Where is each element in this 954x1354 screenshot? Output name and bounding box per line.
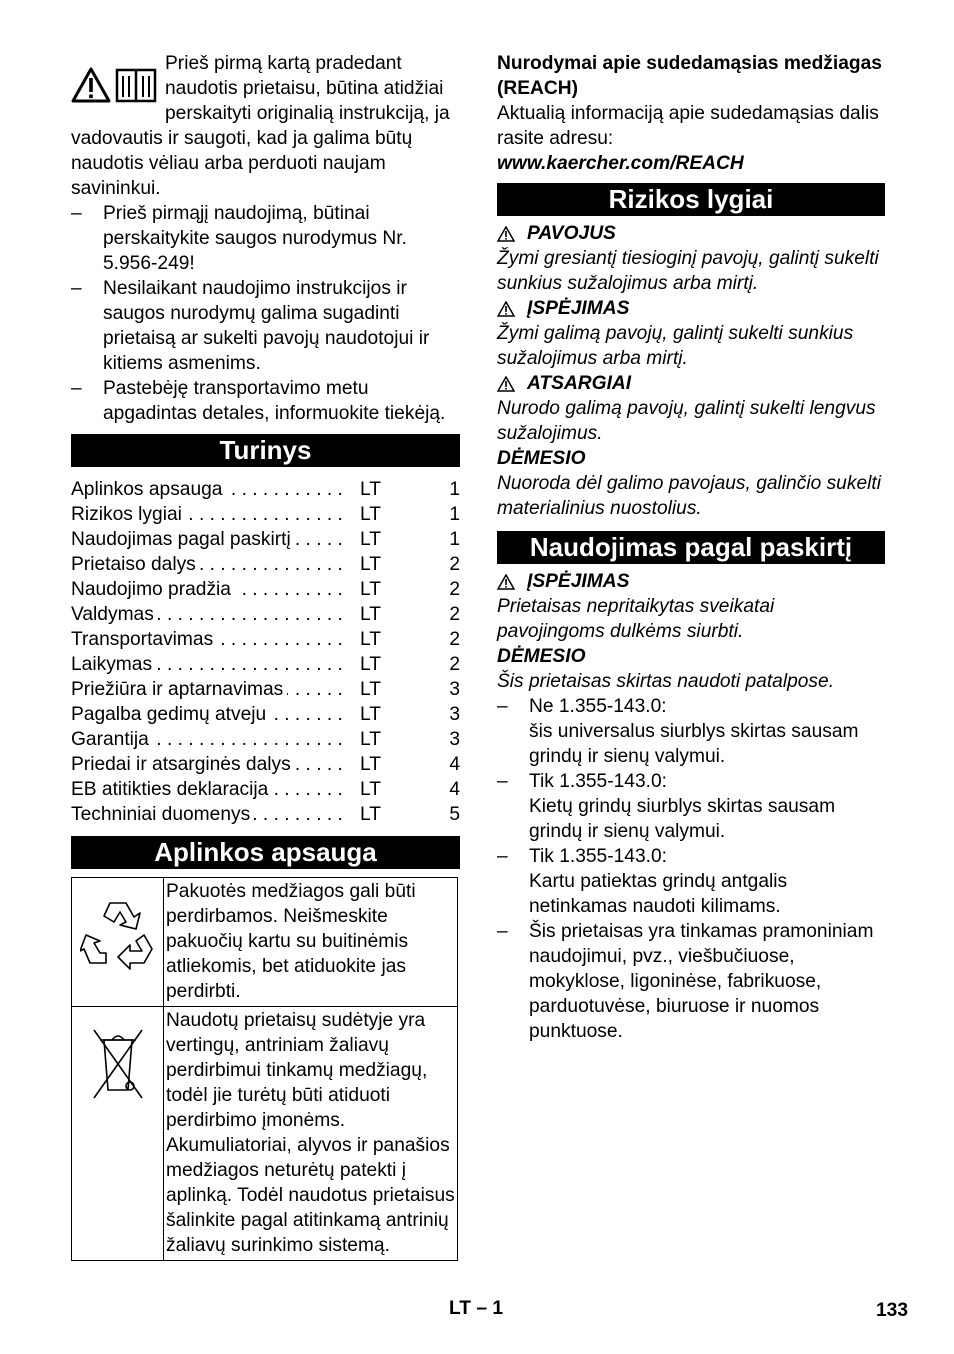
risk-item bbox=[497, 446, 885, 521]
warning-icon bbox=[497, 226, 515, 242]
toc-row[interactable]: Techniniai duomenys . . . LT 5 bbox=[71, 802, 460, 827]
recycle-icon bbox=[80, 895, 156, 971]
warning-label: ĮSPĖJIMAS bbox=[527, 571, 630, 592]
reach-link[interactable]: www.kaercher.com/REACH bbox=[497, 153, 744, 174]
toc-row[interactable]: Valdymas . . . LT 2 bbox=[71, 602, 460, 627]
footer-page-number: 133 bbox=[876, 1300, 909, 1321]
left-column bbox=[71, 51, 460, 1261]
right-column bbox=[497, 51, 885, 1044]
toc-title: Turinys bbox=[71, 434, 460, 467]
intro-icons bbox=[71, 57, 161, 103]
environment-icon-cell bbox=[72, 1007, 164, 1261]
risk-item bbox=[497, 221, 885, 296]
toc-row[interactable]: Priežiūra ir aptarnavimas . . . LT 3 bbox=[71, 677, 460, 702]
risk-text: Nuoroda dėl galimo pavojaus, galinčio sukelti materialinius nuostolius. bbox=[497, 473, 881, 519]
list-item: – Šis prietaisas yra tinkamas pramoniniam naudojimui, pvz., viešbučiuose, mokyklose, ligoninėse, fabrikuose, parduotuvėse, biuruose ir nuomos punktuose. bbox=[497, 919, 885, 1044]
table-row bbox=[72, 1007, 458, 1261]
footer-section-label: LT – 1 bbox=[449, 1298, 504, 1319]
list-item: – Nesilaikant naudojimo instrukcijos ir saugos nurodymų galima sugadinti prietaisą ar sukelti pavojų naudotojui ir kitiems asmenims. bbox=[71, 276, 460, 376]
toc-row[interactable]: Pagalba gedimų atveju . . . LT 3 bbox=[71, 702, 460, 727]
toc-row[interactable]: Garantija . . . LT 3 bbox=[71, 727, 460, 752]
risk-item bbox=[497, 296, 885, 371]
environment-title: Aplinkos apsauga bbox=[71, 836, 460, 869]
toc-row[interactable]: EB atitikties deklaracija . . . LT 4 bbox=[71, 777, 460, 802]
environment-text: Pakuotės medžiagos gali būti perdirbamos. Neišmeskite pakuočių kartu su buitinėmis atliekomis, bet atiduokite jas perdirbti. bbox=[164, 878, 458, 1007]
notice-text: Šis prietaisas skirtas naudoti patalpose. bbox=[497, 671, 835, 692]
intended-use-title: Naudojimas pagal paskirtį bbox=[497, 531, 885, 564]
list-item: – Pastebėję transportavimo metu apgadintas detales, informuokite tiekėją. bbox=[71, 376, 460, 426]
manual-book-icon bbox=[115, 67, 157, 103]
crossed-bin-icon bbox=[90, 1024, 146, 1102]
risk-label: ATSARGIAI bbox=[527, 373, 632, 394]
table-of-contents bbox=[71, 477, 460, 827]
toc-row[interactable]: Aplinkos apsauga . . . LT 1 bbox=[71, 477, 460, 502]
reach-text: Aktualią informaciją apie sudedamąsias dalis rasite adresu: bbox=[497, 103, 879, 149]
table-row bbox=[72, 878, 458, 1007]
toc-row[interactable]: Prietaiso dalys . . . LT 2 bbox=[71, 552, 460, 577]
warning-triangle-icon bbox=[71, 67, 111, 103]
risk-label: DĖMESIO bbox=[497, 448, 586, 469]
reach-heading: Nurodymai apie sudedamąsias medžiagas (REACH) bbox=[497, 53, 882, 99]
intended-use-bullets bbox=[497, 694, 885, 1044]
risk-text: Nurodo galimą pavojų, galintį sukelti lengvus sužalojimus. bbox=[497, 398, 876, 444]
notice-label: DĖMESIO bbox=[497, 646, 586, 667]
toc-row[interactable]: Transportavimas . . . LT 2 bbox=[71, 627, 460, 652]
warning-icon bbox=[497, 376, 515, 392]
risk-label: PAVOJUS bbox=[527, 223, 616, 244]
intro-paragraph bbox=[71, 51, 460, 201]
risk-levels-title: Rizikos lygiai bbox=[497, 183, 885, 216]
list-item: – Tik 1.355-143.0: Kietų grindų siurblys skirtas sausam grindų ir sienų valymui. bbox=[497, 769, 885, 844]
warning-text: Prietaisas nepritaikytas sveikatai pavojingoms dulkėms siurbti. bbox=[497, 596, 775, 642]
warning-icon bbox=[497, 301, 515, 317]
environment-table bbox=[71, 877, 458, 1261]
environment-text: Naudotų prietaisų sudėtyje yra vertingų, antriniam žaliavų perdirbimui tinkamų medžiagų, todėl jie turėtų būti atiduoti perdirbimo įmonėms. Akumuliatoriai, alyvos ir panašios medžiagos neturėtų patekti į aplinką. Todėl naudotus prietaisus šalinkite pagal atitinkamą antrinių žaliavų surinkimo sistemą. bbox=[164, 1007, 458, 1261]
list-item: – Tik 1.355-143.0: Kartu patiektas grindų antgalis netinkamas naudoti kilimams. bbox=[497, 844, 885, 919]
intro-bullets bbox=[71, 201, 460, 426]
toc-row[interactable]: Laikymas . . . LT 2 bbox=[71, 652, 460, 677]
intro-text: Prieš pirmą kartą pradedant naudotis prietaisu, būtina atidžiai perskaityti originalią instrukciją, ja vadovautis ir saugoti, kad ja galima būtų naudotis vėliau arba perduoti naujam savininkui. bbox=[71, 53, 450, 199]
risk-text: Žymi galimą pavojų, galintį sukelti sunkius sužalojimus arba mirtį. bbox=[497, 323, 854, 369]
toc-row[interactable]: Naudojimo pradžia . . . LT 2 bbox=[71, 577, 460, 602]
risk-label: ĮSPĖJIMAS bbox=[527, 298, 630, 319]
environment-icon-cell bbox=[72, 878, 164, 1007]
list-item: – Prieš pirmąjį naudojimą, būtinai perskaitykite saugos nurodymus Nr. 5.956-249! bbox=[71, 201, 460, 276]
risk-item bbox=[497, 371, 885, 446]
risk-text: Žymi gresiantį tiesioginį pavojų, galintį sukelti sunkius sužalojimus arba mirtį. bbox=[497, 248, 879, 294]
toc-row[interactable]: Rizikos lygiai . . . LT 1 bbox=[71, 502, 460, 527]
toc-row[interactable]: Priedai ir atsarginės dalys . . . LT 4 bbox=[71, 752, 460, 777]
warning-icon bbox=[497, 574, 515, 590]
list-item: – Ne 1.355-143.0: šis universalus siurblys skirtas sausam grindų ir sienų valymui. bbox=[497, 694, 885, 769]
toc-row[interactable]: Naudojimas pagal paskirtį . . . LT 1 bbox=[71, 527, 460, 552]
